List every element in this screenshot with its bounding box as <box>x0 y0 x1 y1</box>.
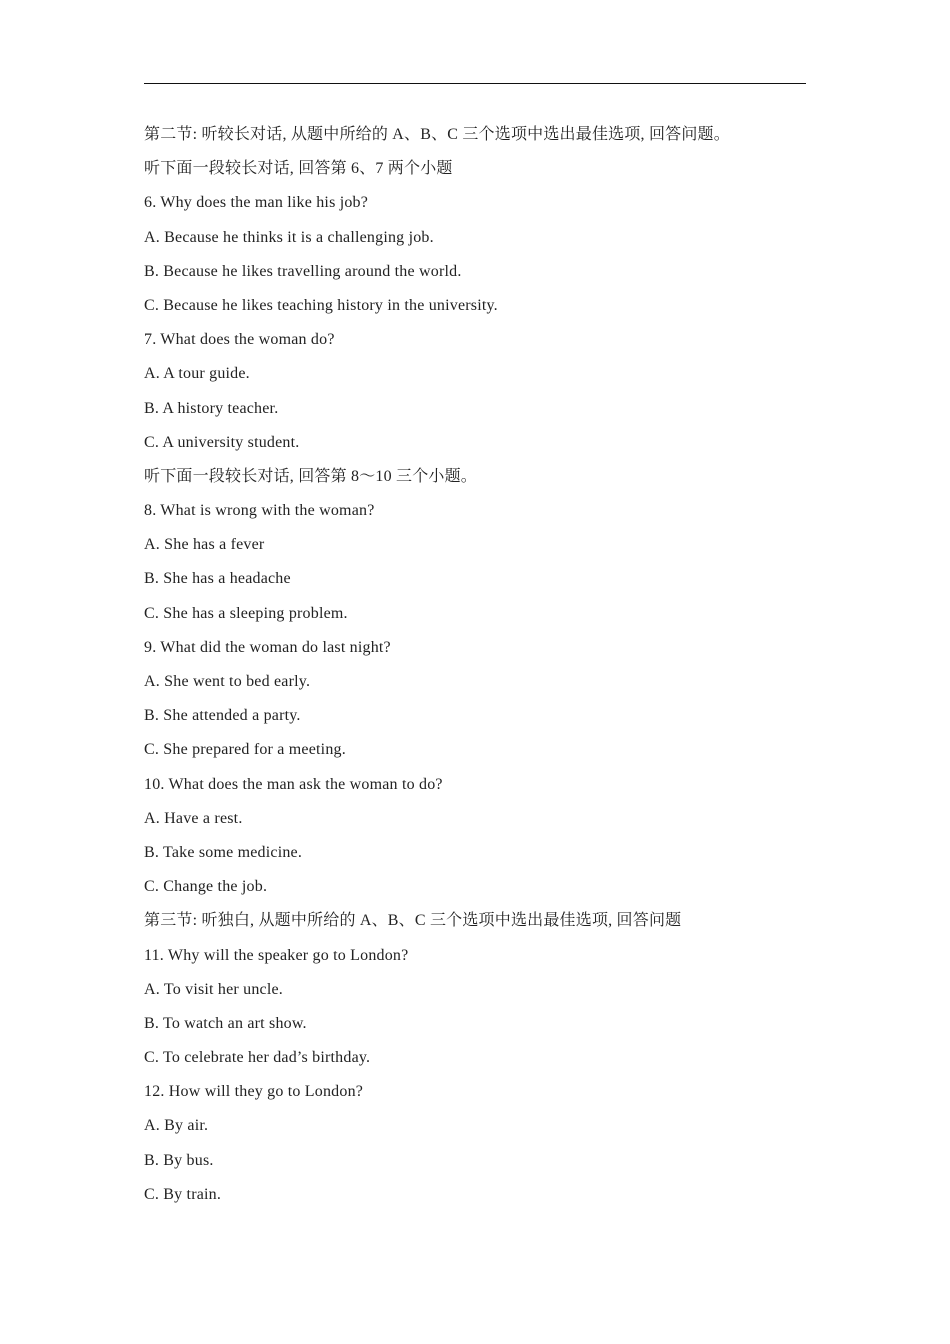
section-2-heading: 第二节: 听较长对话, 从题中所给的 A、B、C 三个选项中选出最佳选项, 回答问题。 <box>144 126 730 143</box>
question-10: 10. What does the man ask the woman to do? <box>144 775 443 793</box>
question-6-option-c: C. Because he likes teaching history in the university. <box>144 296 498 314</box>
question-8-option-b: B. She has a headache <box>144 570 291 588</box>
question-10-option-c: C. Change the job. <box>144 878 268 896</box>
question-9-option-a: A. She went to bed early. <box>144 673 311 690</box>
question-12: 12. How will they go to London? <box>144 1083 364 1101</box>
question-7-option-a: A. A tour guide. <box>144 365 250 383</box>
question-7-option-c: C. A university student. <box>144 433 300 451</box>
question-11-option-a: A. To visit her uncle. <box>144 980 283 998</box>
question-7: 7. What does the woman do? <box>144 331 335 349</box>
question-11-option-b: B. To watch an art show. <box>144 1014 307 1032</box>
header-divider <box>144 83 806 84</box>
question-8: 8. What is wrong with the woman? <box>144 502 375 520</box>
question-10-option-b: B. Take some medicine. <box>144 843 303 861</box>
question-12-option-b: B. By bus. <box>144 1151 214 1169</box>
question-6-option-b: B. Because he likes travelling around the world. <box>144 262 462 280</box>
question-11: 11. Why will the speaker go to London? <box>144 946 409 964</box>
question-9-option-b: B. She attended a party. <box>144 707 301 725</box>
question-12-option-c: C. By train. <box>144 1185 222 1203</box>
dialogue-instruction-6-7: 听下面一段较长对话, 回答第 6、7 两个小题 <box>144 160 453 178</box>
question-7-option-b: B. A history teacher. <box>144 399 279 417</box>
question-11-option-c: C. To celebrate her dad’s birthday. <box>144 1049 371 1067</box>
section-3-heading: 第三节: 听独白, 从题中所给的 A、B、C 三个选项中选出最佳选项, 回答问题 <box>144 912 682 930</box>
question-6-option-a: A. Because he thinks it is a challenging job. <box>144 228 434 246</box>
dialogue-instruction-8-10: 听下面一段较长对话, 回答第 8～10 三个小题。 <box>144 467 478 485</box>
exam-content <box>144 118 806 1212</box>
question-9: 9. What did the woman do last night? <box>144 638 391 656</box>
question-10-option-a: A. Have a rest. <box>144 809 243 827</box>
question-12-option-a: A. By air. <box>144 1117 209 1135</box>
question-8-option-a: A. She has a fever <box>144 536 265 554</box>
question-9-option-c: C. She prepared for a meeting. <box>144 741 346 759</box>
question-8-option-c: C. She has a sleeping problem. <box>144 604 348 622</box>
question-6: 6. Why does the man like his job? <box>144 194 369 212</box>
